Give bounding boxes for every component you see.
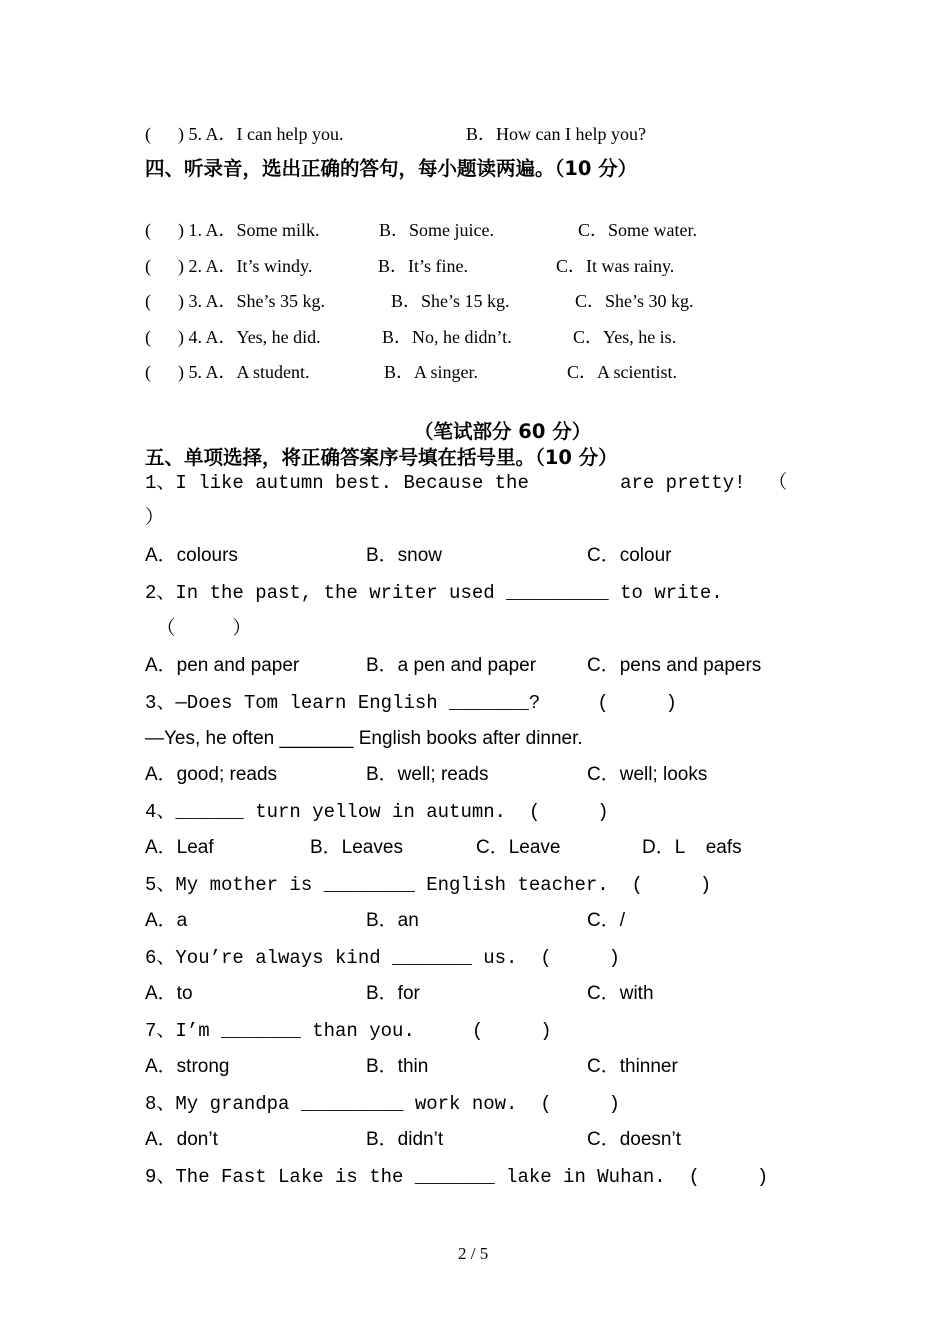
written-part-heading: （笔试部分 60 分）: [414, 420, 592, 443]
option-b: B．snow: [366, 545, 443, 566]
option-a: A．good; reads: [145, 764, 278, 785]
option-c: C．Some water.: [578, 220, 697, 240]
option-c: C．pens and papers: [587, 655, 762, 676]
option-a: A．to: [145, 983, 193, 1004]
listening-item-4: ( ) 4. A．Yes, he did.: [145, 327, 321, 347]
option-c: C．/: [587, 910, 626, 931]
listening-item-5-prev: ( ) 5. A．I can help you.: [145, 124, 344, 144]
option-c: C．A scientist.: [567, 362, 678, 382]
option-b: B．thin: [366, 1056, 429, 1077]
option-c: C．It was rainy.: [556, 256, 675, 276]
option-b: B．an: [366, 910, 419, 931]
question-2-bracket: （ ）: [145, 618, 252, 640]
option-c: C．colour: [587, 545, 672, 566]
option-b: B．It’s fine.: [378, 256, 468, 276]
option-a: A．colours: [145, 545, 238, 566]
option-b: B．Leaves: [310, 837, 403, 858]
option-b: B．She’s 15 kg.: [391, 291, 510, 311]
option-a: A．strong: [145, 1056, 230, 1077]
option-c: C．with: [587, 983, 654, 1004]
option-c: C．Yes, he is.: [573, 327, 677, 347]
question-1-bracket: ）: [145, 507, 165, 529]
option-a: A．pen and paper: [145, 655, 300, 676]
listening-item-3: ( ) 3. A．She’s 35 kg.: [145, 291, 325, 311]
section-4-title: 四、听录音，选出正确的答句，每小题读两遍。（10 分）: [145, 157, 638, 180]
page-number: 2 / 5: [458, 1244, 489, 1263]
option-c: C．well; looks: [587, 764, 708, 785]
question-6: 6、You’re always kind _______ us. ( ): [145, 947, 621, 969]
option-b: B．No, he didn’t.: [382, 327, 512, 347]
option-c: C．Leave: [476, 837, 561, 858]
listening-item-1: ( ) 1. A．Some milk.: [145, 220, 320, 240]
option-a: A．a: [145, 910, 188, 931]
question-2: 2、In the past, the writer used _________ to write.: [145, 582, 723, 604]
option-c: C．thinner: [587, 1056, 678, 1077]
option-b: B．A singer.: [384, 362, 479, 382]
option-c: C．She’s 30 kg.: [575, 291, 694, 311]
option-b: B．didn’t: [366, 1129, 444, 1150]
question-1: 1、I like autumn best. Because the are pretty! （: [145, 472, 788, 494]
question-4: 4、______ turn yellow in autumn. ( ): [145, 801, 609, 823]
option-a: A．don’t: [145, 1129, 218, 1150]
question-5: 5、My mother is ________ English teacher. ( ): [145, 874, 712, 896]
option-b: B．for: [366, 983, 420, 1004]
listening-item-2: ( ) 2. A．It’s windy.: [145, 256, 313, 276]
option-b: B．How can I help you?: [466, 124, 646, 144]
option-a: A．Leaf: [145, 837, 214, 858]
option-b: B．well; reads: [366, 764, 489, 785]
section-5-title: 五、单项选择，将正确答案序号填在括号里。（10 分）: [145, 446, 618, 469]
question-8: 8、My grandpa _________ work now. ( ): [145, 1093, 621, 1115]
option-c: C．doesn’t: [587, 1129, 681, 1150]
option-b: B．Some juice.: [379, 220, 494, 240]
option-b: B．a pen and paper: [366, 655, 537, 676]
question-9: 9、The Fast Lake is the _______ lake in Wuhan. ( ): [145, 1166, 769, 1188]
question-3: 3、—Does Tom learn English _______? ( ): [145, 692, 678, 714]
question-7: 7、I’m _______ than you. ( ): [145, 1020, 552, 1042]
listening-item-5: ( ) 5. A．A student.: [145, 362, 310, 382]
option-d: D．L eafs: [642, 837, 742, 858]
question-3-answer-line: —Yes, he often _______ English books after dinner.: [145, 728, 583, 749]
